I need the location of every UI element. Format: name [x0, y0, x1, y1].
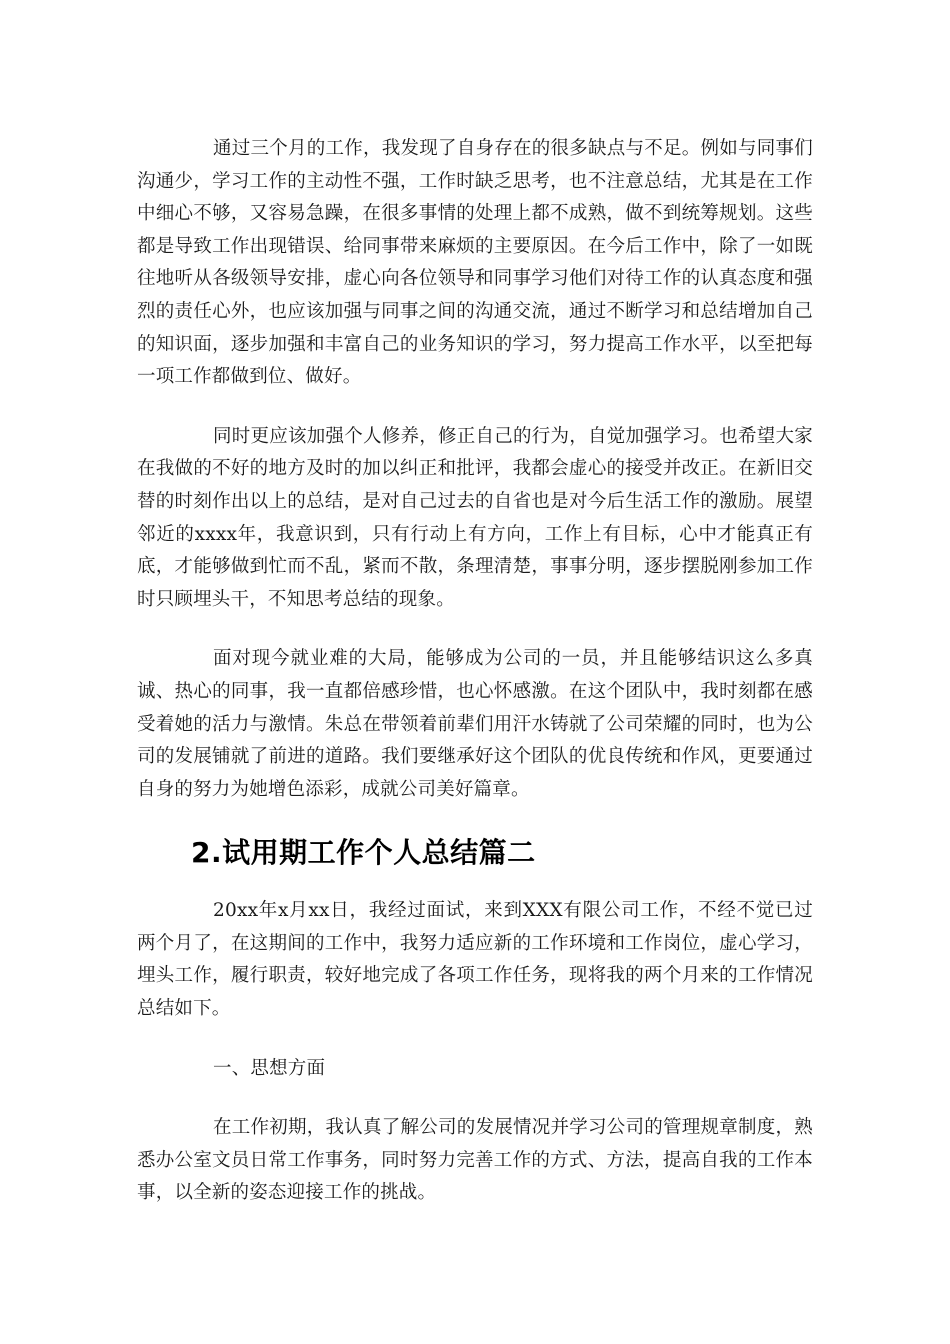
- document-body: [137, 133, 813, 1237]
- subsection-title: 一、思想方面: [213, 1057, 326, 1079]
- paragraph-team-gratitude: 面对现今就业难的大局，能够成为公司的一员，并且能够结识这么多真诚、热心的同事，我一直都倍感珍惜，也心怀感激。在这个团队中，我时刻都在感受着她的活力与激情。朱总在带领着前辈们用汗水铸就了公司荣耀的同时，也为公司的发展铺就了前进的道路。我们要继承好这个团队的优良传统和作风，更要通过自身的努力为她增色添彩，成就公司美好篇章。: [137, 648, 813, 800]
- paragraph-shortcomings: 通过三个月的工作，我发现了自身存在的很多缺点与不足。例如与同事们沟通少，学习工作的主动性不强，工作时缺乏思考，也不注意总结，尤其是在工作中细心不够，又容易急躁，在很多事情的处理上都不成熟，做不到统筹规划。这些都是导致工作出现错误、给同事带来麻烦的主要原因。在今后工作中，除了一如既往地听从各级领导安排，虚心向各位领导和同事学习他们对待工作的认真态度和强烈的责任心外，也应该加强与同事之间的沟通交流，通过不断学习和总结增加自己的知识面，逐步加强和丰富自己的业务知识的学习，努力提高工作水平，以至把每一项工作都做到位、做好。: [137, 138, 813, 388]
- paragraph-intro: 20xx年x月xx日，我经过面试，来到XXX有限公司工作，不经不觉已过两个月了，在这期间的工作中，我努力适应新的工作环境和工作岗位，虚心学习，埋头工作，履行职责，较好地完成了各项工作任务，现将我的两个月来的工作情况总结如下。: [137, 900, 813, 1020]
- paragraph-self-improvement: 同时更应该加强个人修养，修正自己的行为，自觉加强学习。也希望大家在我做的不好的地方及时的加以纠正和批评，我都会虚心的接受并改正。在新旧交替的时刻作出以上的总结，是对自己过去的自省也是对今后生活工作的激励。展望邻近的xxxx年，我意识到，只有行动上有方向，工作上有目标，心中才能真正有底，才能够做到忙而不乱，紧而不散，条理清楚，事事分明，逐步摆脱刚参加工作时只顾埋头干，不知思考总结的现象。: [137, 425, 813, 610]
- section-heading: 2.试用期工作个人总结篇二: [191, 836, 536, 870]
- paragraph-thinking: 在工作初期，我认真了解公司的发展情况并学习公司的管理规章制度，熟悉办公室文员日常工作事务，同时努力完善工作的方式、方法，提高自我的工作本事，以全新的姿态迎接工作的挑战。: [137, 1117, 813, 1204]
